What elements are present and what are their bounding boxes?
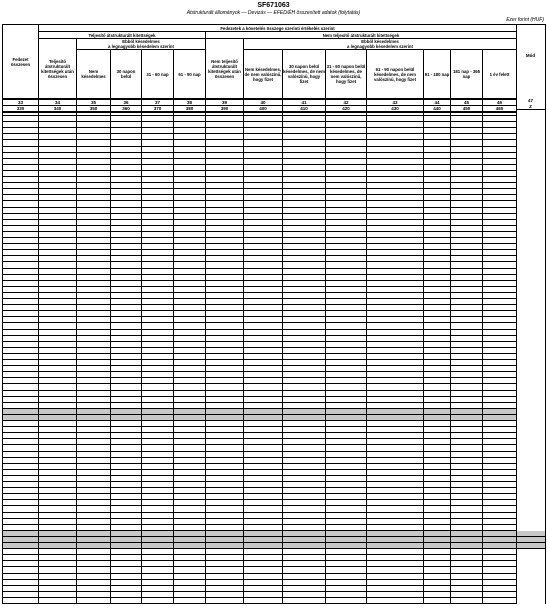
- column-divider: [423, 110, 424, 604]
- table-row: [2, 458, 516, 464]
- table-row: [2, 507, 516, 513]
- table-row: [2, 348, 516, 354]
- table-row: [2, 403, 516, 409]
- col-code: 360: [111, 106, 142, 113]
- col-code: 460: [483, 106, 517, 113]
- column-divider: [325, 110, 326, 604]
- table-row: [2, 580, 516, 586]
- table-row: [2, 159, 516, 165]
- column-divider: [110, 110, 111, 604]
- col-code: 340: [39, 106, 77, 113]
- table-row: [2, 311, 516, 317]
- column-divider: [38, 110, 39, 604]
- table-row: [2, 488, 516, 494]
- table-row: [2, 433, 516, 439]
- group-performing-header: Teljesítő átstrukturált kitettségek: [39, 32, 206, 39]
- col-num: 38: [174, 99, 206, 106]
- table-row: [2, 586, 516, 592]
- col-header-42: 31 - 60 napon belül késedelmes, de nem valószínű, hogy fizet: [326, 50, 367, 100]
- table-row: [2, 360, 516, 366]
- col-header-33: Fedezet összesen: [3, 25, 39, 100]
- table-row: [2, 543, 545, 549]
- col-header-44: 91 - 180 nap: [424, 50, 451, 100]
- col-header-35: Nem késedelmes: [77, 50, 111, 100]
- col-num: 37: [142, 99, 174, 106]
- table-row: [2, 110, 516, 116]
- table-row: [2, 366, 516, 372]
- group-nonperforming-header: Nem teljesítő átstrukturált kitettségek: [206, 32, 517, 39]
- col-code: 410: [283, 106, 326, 113]
- form-subtitle: Átstrukturált állományok — Devizás — EFED/ÉH összesített adatok (folytatás): [186, 10, 361, 16]
- table-row: [2, 232, 516, 238]
- table-row: [2, 263, 516, 269]
- table-row: [2, 183, 516, 189]
- col-code: 370: [142, 106, 174, 113]
- column-divider: [366, 110, 367, 604]
- column-divider: [516, 110, 517, 604]
- table-row: [2, 244, 516, 250]
- table-row: [2, 561, 516, 567]
- col-num: 46: [483, 99, 517, 106]
- table-row: [2, 122, 516, 128]
- col-header-34: Teljesítő átstrukturált kitettségek után összesen: [39, 39, 77, 100]
- table-row: [2, 134, 516, 140]
- column-divider: [141, 110, 142, 604]
- column-divider: [450, 110, 451, 604]
- col-num: 33: [3, 99, 39, 106]
- table-row: [2, 494, 516, 500]
- table-row: [2, 220, 516, 226]
- table-row: [2, 464, 516, 470]
- table-row: [2, 409, 516, 415]
- title-block: [0, 2, 547, 16]
- sub-overdue-label-1: Ebből késedelmes: [122, 39, 160, 44]
- table-row: [2, 177, 516, 183]
- sub-by-days-label-2: a legnagyobb késedelem szerint: [347, 44, 413, 49]
- sub-overdue-header-1: [77, 39, 206, 50]
- col-num: 40: [244, 99, 283, 106]
- table-row: [2, 549, 516, 555]
- col-num: 45: [451, 99, 483, 106]
- table-row: [2, 147, 516, 153]
- col-code: 330: [3, 106, 39, 113]
- table-row: [2, 324, 516, 330]
- col-header-38: 61 - 90 nap: [174, 50, 206, 100]
- table-row: [2, 421, 516, 427]
- table-row: [2, 372, 516, 378]
- col-header-40: Nem késedelmes, de nem valószínű, hogy fizet: [244, 50, 283, 100]
- column-divider: [76, 110, 77, 604]
- table-row: [2, 299, 516, 305]
- column-divider: [282, 110, 283, 604]
- col-code: 390: [206, 106, 244, 113]
- report-header-table: [2, 24, 517, 113]
- column-divider: [173, 110, 174, 604]
- column-divider: [243, 110, 244, 604]
- table-row: [2, 214, 516, 220]
- col-header-45: 181 nap - 365 nap: [451, 50, 483, 100]
- table-row: [2, 415, 516, 421]
- table-row: [2, 305, 516, 311]
- unit-label: Ezer forint (HUF): [506, 17, 544, 23]
- right-column-label: Mód: [525, 53, 536, 58]
- sub-overdue-header-2: [244, 39, 517, 50]
- col-code: 450: [451, 106, 483, 113]
- table-row: [2, 500, 516, 506]
- col-num: 42: [326, 99, 367, 106]
- form-code: SF671063: [257, 2, 290, 9]
- sub-overdue-label-2: Ebből késedelmes: [361, 39, 399, 44]
- table-row: [2, 238, 516, 244]
- column-divider: [482, 110, 483, 604]
- col-code: 380: [174, 106, 206, 113]
- table-row: [2, 555, 516, 561]
- table-row: [2, 537, 545, 543]
- col-num: 34: [39, 99, 77, 106]
- table-row: [2, 208, 516, 214]
- col-header-39: Nem teljesítő átstrukturált kitettségek után összesen: [206, 39, 244, 100]
- right-column-num: 47: [527, 98, 533, 103]
- table-row: [2, 470, 516, 476]
- table-row: [2, 513, 516, 519]
- table-row: [2, 165, 516, 171]
- table-row: [2, 171, 516, 177]
- table-row: [2, 336, 516, 342]
- col-code: 440: [424, 106, 451, 113]
- table-row: [2, 128, 516, 134]
- col-num: 36: [111, 99, 142, 106]
- col-header-37: 31 - 60 nap: [142, 50, 174, 100]
- col-header-46: 1 év felett: [483, 50, 517, 100]
- table-row: [2, 195, 516, 201]
- table-row: [2, 293, 516, 299]
- col-code: 420: [326, 106, 367, 113]
- table-row: [2, 378, 516, 384]
- table-row: [2, 525, 516, 531]
- col-num: 44: [424, 99, 451, 106]
- col-num: 41: [283, 99, 326, 106]
- table-row: [2, 202, 516, 208]
- table-row: [2, 153, 516, 159]
- column-divider: [205, 110, 206, 604]
- col-header-41: 30 napon belül késedelmes, de nem valószínű, hogy fizet: [283, 50, 326, 100]
- table-row: [2, 452, 516, 458]
- col-code: 350: [77, 106, 111, 113]
- table-row: [2, 391, 516, 397]
- table-row: [2, 439, 516, 445]
- table-row: [2, 287, 516, 293]
- table-row: [2, 397, 516, 403]
- group-top-header: Fedezetek a követelés összege szerinti értékelés szerint: [39, 25, 517, 32]
- table-row: [2, 281, 516, 287]
- table-row: [2, 330, 516, 336]
- table-row: [2, 446, 516, 452]
- col-num: 35: [77, 99, 111, 106]
- table-row: [2, 519, 516, 525]
- col-num: 43: [367, 99, 424, 106]
- table-row: [2, 598, 516, 604]
- column-divider: [2, 110, 3, 604]
- table-row: [2, 275, 516, 281]
- col-num: 39: [206, 99, 244, 106]
- table-row: [2, 269, 516, 275]
- table-row: [2, 385, 516, 391]
- col-code: 400: [244, 106, 283, 113]
- table-row: [2, 116, 516, 122]
- column-divider: [545, 110, 546, 604]
- table-row: [2, 250, 516, 256]
- col-header-36: 30 napon belül: [111, 50, 142, 100]
- table-row: [2, 568, 516, 574]
- table-row: [2, 141, 516, 147]
- table-row: [2, 354, 516, 360]
- table-row: [2, 574, 516, 580]
- table-row: [2, 531, 545, 537]
- table-row: [2, 226, 516, 232]
- table-row: [2, 592, 516, 598]
- table-row: [2, 482, 516, 488]
- col-code: 430: [367, 106, 424, 113]
- table-row: [2, 342, 516, 348]
- table-row: [2, 476, 516, 482]
- col-header-43: 61 - 90 napon belül késedelmes, de nem valószínű, hogy fizet: [367, 50, 424, 100]
- table-row: [2, 256, 516, 262]
- sub-by-days-label-1: a legnagyobb késedelem szerint: [108, 44, 174, 49]
- right-column-code: Z: [529, 104, 532, 109]
- table-row: [2, 427, 516, 433]
- table-row: [2, 189, 516, 195]
- table-row: [2, 317, 516, 323]
